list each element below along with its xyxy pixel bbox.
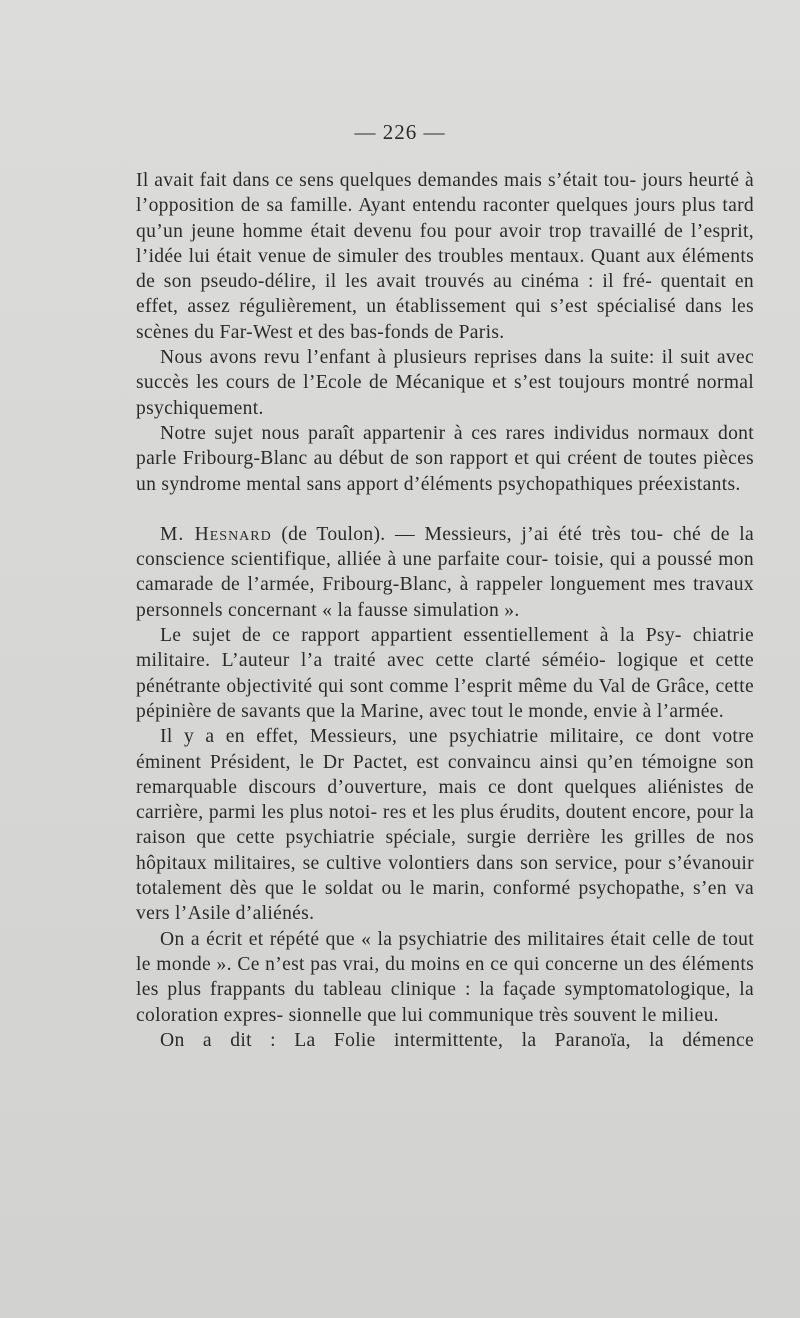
line: hôpitaux militaires, se cultive volontiers dans son service, — [136, 852, 618, 874]
line: Le sujet de ce rapport appartient essentiellement à la Psy- — [160, 625, 682, 647]
line: quentait en effet, assez régulièrement, un établissement qui — [136, 271, 755, 318]
line: de Paris. — [434, 321, 505, 343]
line: il suit avec succès les cours de l’Ecole de Mécanique et s’est — [136, 347, 754, 394]
line: de son pseudo-délire, il les avait trouvés au cinéma : il fré- — [136, 271, 653, 293]
line: jours heurté à l’opposition de sa famille. Ayant entendu — [136, 170, 754, 217]
line: qu’en témoigne son remarquable discours d’ouverture, mais — [136, 751, 754, 798]
line: Il y a en effet, Messieurs, une psychiatrie militaire, ce dont — [160, 726, 701, 748]
line: ce dont quelques aliénistes de carrière, parmi les plus notoi- — [136, 776, 754, 824]
line: clinique : la façade symptomatologique, la coloration expres- — [136, 979, 754, 1026]
line: devenu fou pour avoir trop travaillé de l’esprit, l’idée lui était — [136, 220, 754, 267]
line: « la fausse simulation ». — [322, 599, 520, 621]
paragraph-3 — [136, 421, 754, 497]
line: sionnelle que lui communique très souvent le milieu. — [288, 1004, 719, 1026]
line: s’est spécialisé dans les scènes du Far-West et des bas-fonds — [136, 296, 754, 343]
line: toisie, qui a poussé mon camarade de l’armée, Fribourg-Blanc, — [136, 549, 754, 596]
line: On a écrit et répété que « la psychiatrie des militaires était — [160, 928, 646, 950]
body-text — [136, 168, 754, 1053]
line: cette psychiatrie spéciale, surgie derrière les grilles de nos — [236, 827, 755, 849]
line: à rappeler longuement mes travaux personnels concernant — [136, 574, 754, 621]
line: même du Val de Grâce, cette pépinière de savants que la — [136, 675, 754, 722]
line: raconter quelques jours plus tard qu’un jeune homme était — [136, 195, 755, 242]
line: res et les plus érudits, doutent encore, pour la raison que — [136, 802, 754, 849]
speech-paragraph-3 — [136, 724, 754, 926]
speaker-name: M. Hesnard — [160, 523, 272, 545]
line: et qui créent de toutes pièces un syndrome mental sans — [136, 448, 754, 495]
line: venue de simuler des troubles mentaux. Quant aux éléments — [257, 245, 755, 267]
line: ché de la conscience scientifique, alliée à une parfaite cour- — [136, 523, 754, 571]
line: pour s’évanouir totalement dès que le soldat ou le marin, — [136, 852, 754, 900]
speaker-paragraph — [136, 522, 754, 623]
line: On a dit : La Folie intermittente, la Paranoïa, la démence — [160, 1029, 754, 1051]
line: apport d’éléments psychopathiques préexistants. — [346, 473, 741, 495]
speech-paragraph-2 — [136, 623, 754, 724]
line: Marine, avec tout le monde, envie à l’armée. — [360, 700, 724, 722]
paragraph-2 — [136, 345, 754, 421]
line: logique et cette pénétrante objectivité qui sont comme l’esprit — [136, 650, 754, 697]
line: celle de tout le monde ». Ce n’est pas vrai, du moins en ce — [136, 928, 755, 975]
paragraph-1 — [136, 168, 754, 345]
line: Notre sujet nous paraît appartenir à ces rares individus — [160, 422, 630, 444]
page-number: — 226 — — [354, 120, 446, 144]
speech-paragraph-5 — [136, 1028, 754, 1053]
line: votre éminent Président, le Dr Pactet, est convaincu ainsi — [136, 726, 754, 773]
line: conformé psychopathe, s’en va vers l’Asile d’aliénés. — [136, 878, 754, 925]
speaker-intro: (de Toulon). — Messieurs, j’ai été très tou- — [281, 523, 664, 545]
speech-paragraph-4 — [136, 927, 754, 1028]
line: normaux dont parle Fribourg-Blanc au début de son rapport — [136, 422, 755, 470]
line: toujours montré normal psychiquement. — [136, 372, 755, 419]
line: Nous avons revu l’enfant à plusieurs reprises dans la suite: — [160, 347, 655, 369]
line: qui concerne un des éléments les plus frappants du tableau — [136, 953, 754, 1001]
line: chiatrie militaire. L’auteur l’a traité avec cette clarté séméio- — [136, 625, 754, 672]
line: Il avait fait dans ce sens quelques demandes mais s’était tou- — [136, 170, 637, 191]
